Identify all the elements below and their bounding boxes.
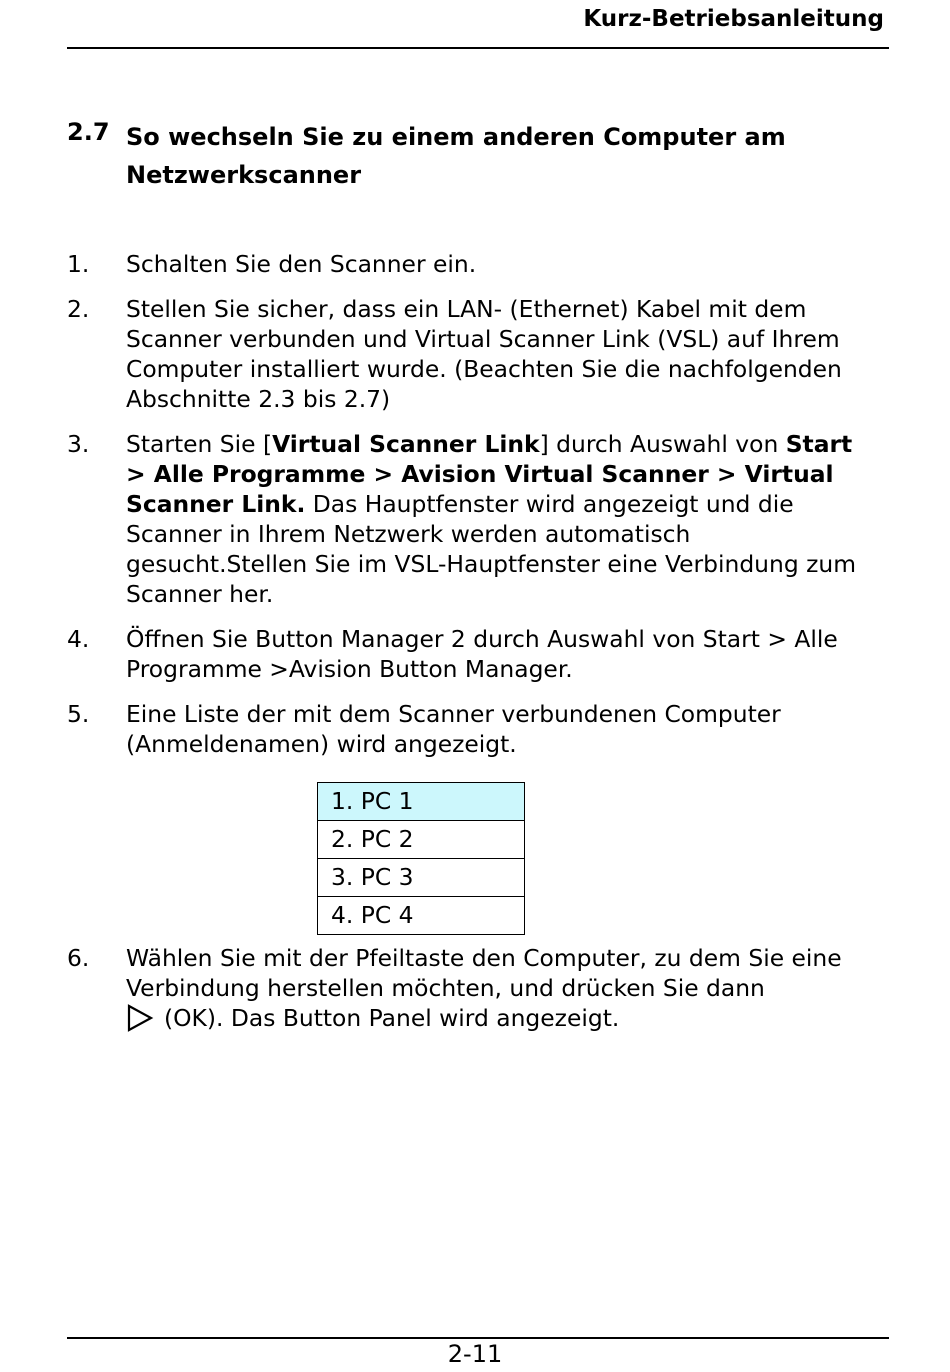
table-row — [318, 859, 525, 897]
step-text-part: Starten Sie [ — [126, 430, 273, 458]
step-text-continued: (OK). Das Button Panel wird angezeigt. — [164, 1004, 620, 1032]
header-title: Kurz-Betriebsanleitung — [583, 6, 884, 32]
table-row — [318, 821, 525, 859]
step-number: 4. — [67, 625, 90, 653]
list-item — [67, 699, 877, 935]
step-number: 1. — [67, 250, 90, 278]
header-rule — [67, 47, 889, 49]
step-text: Schalten Sie den Scanner ein. — [126, 250, 477, 278]
pc-list-item: 3. PC 3 — [318, 859, 525, 897]
section-number: 2.7 — [67, 118, 110, 146]
step-text: Öffnen Sie Button Manager 2 durch Auswahl von Start > Alle Programme >Avision Button Manager. — [126, 625, 838, 683]
list-item — [67, 294, 877, 414]
step-text — [126, 430, 856, 608]
list-item — [67, 624, 877, 684]
table-row — [318, 783, 525, 821]
pc-list-table — [317, 782, 525, 935]
section-title: So wechseln Sie zu einem anderen Computer am Netzwerkscanner — [126, 123, 786, 189]
play-icon — [126, 1004, 154, 1039]
step-number: 2. — [67, 295, 90, 323]
list-item — [67, 943, 877, 1039]
step-text-part: Das Hauptfenster wird angezeigt und die Scanner in Ihrem Netzwerk werden automatisch gesucht.Stellen Sie im VSL-Hauptfenster eine Verbindung zum Scanner her. — [126, 490, 856, 608]
footer-rule — [67, 1337, 889, 1339]
step-text: Stellen Sie sicher, dass ein LAN- (Ethernet) Kabel mit dem Scanner verbunden und Virtual Scanner Link (VSL) auf Ihrem Computer installiert wurde. (Beachten Sie die nachfolgenden Abschnitte 2.3 bis 2.7) — [126, 295, 842, 413]
steps-list — [67, 249, 877, 1054]
list-item — [67, 429, 877, 609]
page-number: 2-11 — [447, 1340, 503, 1368]
pc-list-item: 1. PC 1 — [318, 783, 525, 821]
table-row — [318, 897, 525, 935]
step-number: 6. — [67, 944, 90, 972]
step-text: Eine Liste der mit dem Scanner verbundenen Computer (Anmeldenamen) wird angezeigt. — [126, 700, 781, 758]
step-text: Wählen Sie mit der Pfeiltaste den Computer, zu dem Sie eine Verbindung herstellen möchten, und drücken Sie dann — [126, 944, 842, 1002]
step-number: 3. — [67, 430, 90, 458]
step-bold-menu-path: Start > Alle Programme > Avision Virtual Scanner > Virtual Scanner Link. — [126, 430, 853, 518]
pc-list-item: 2. PC 2 — [318, 821, 525, 859]
step-text-part: ] durch Auswahl von — [539, 430, 786, 458]
pc-list-item: 4. PC 4 — [318, 897, 525, 935]
step-bold-program: Virtual Scanner Link — [272, 430, 540, 458]
list-item — [67, 249, 877, 279]
step-number: 5. — [67, 700, 90, 728]
